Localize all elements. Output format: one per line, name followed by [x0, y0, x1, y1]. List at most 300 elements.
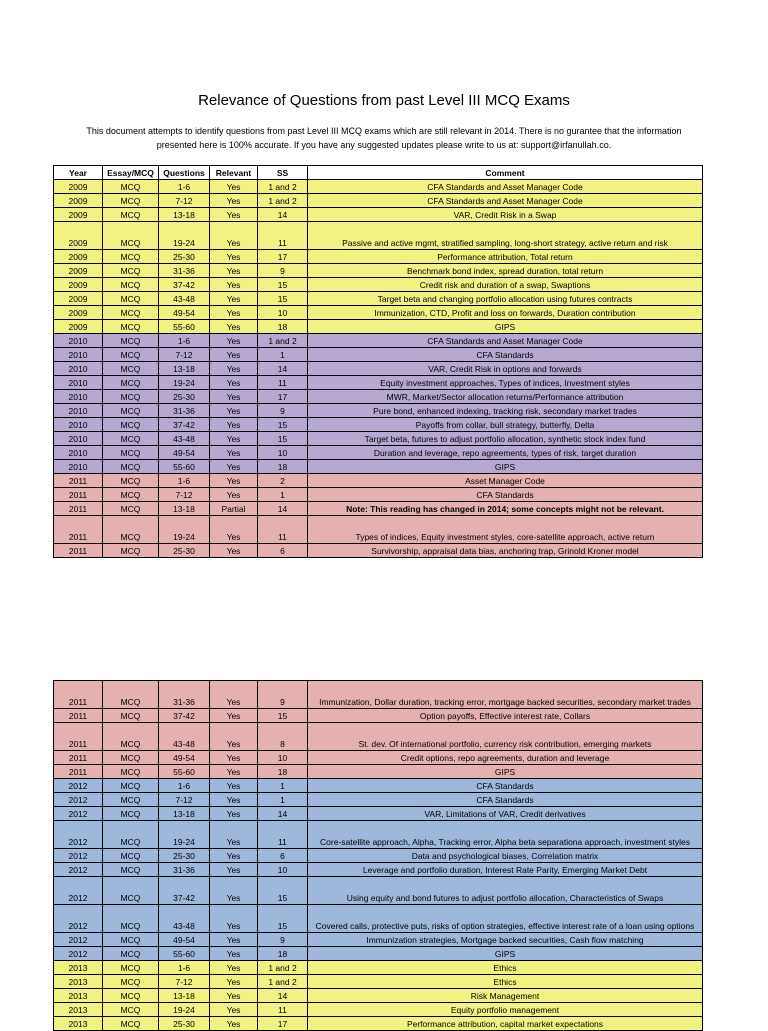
cell-relevant: Yes: [210, 975, 258, 989]
cell-questions: 25-30: [159, 390, 210, 404]
cell-questions: 19-24: [159, 821, 210, 849]
cell-ss: 15: [258, 278, 308, 292]
cell-type: MCQ: [103, 264, 159, 278]
header-ss: SS: [258, 166, 308, 180]
cell-comment: Benchmark bond index, spread duration, total return: [308, 264, 703, 278]
cell-type: MCQ: [103, 474, 159, 488]
table-row: [54, 348, 703, 362]
cell-type: MCQ: [103, 1017, 159, 1031]
cell-relevant: Yes: [210, 765, 258, 779]
cell-year: 2009: [54, 320, 103, 334]
cell-relevant: Yes: [210, 793, 258, 807]
header-essay-mcq: Essay/MCQ: [103, 166, 159, 180]
cell-ss: 1 and 2: [258, 975, 308, 989]
cell-type: MCQ: [103, 947, 159, 961]
cell-type: MCQ: [103, 849, 159, 863]
cell-comment: Types of indices, Equity investment styles, core-satellite approach, active return: [308, 516, 703, 544]
table-row: [54, 516, 703, 544]
table-row: [54, 376, 703, 390]
cell-year: 2010: [54, 334, 103, 348]
cell-year: 2010: [54, 390, 103, 404]
cell-ss: 15: [258, 877, 308, 905]
cell-ss: 18: [258, 460, 308, 474]
cell-type: MCQ: [103, 723, 159, 751]
table-row: [54, 849, 703, 863]
cell-type: MCQ: [103, 516, 159, 544]
cell-ss: 18: [258, 947, 308, 961]
cell-ss: 9: [258, 681, 308, 709]
cell-comment: Credit options, repo agreements, duration and leverage: [308, 751, 703, 765]
cell-relevant: Yes: [210, 751, 258, 765]
cell-questions: 43-48: [159, 723, 210, 751]
cell-relevant: Yes: [210, 194, 258, 208]
cell-questions: 13-18: [159, 208, 210, 222]
cell-relevant: Yes: [210, 905, 258, 933]
header-year: Year: [54, 166, 103, 180]
table-row: [54, 544, 703, 558]
cell-comment: St. dev. Of international portfolio, currency risk contribution, emerging markets: [308, 723, 703, 751]
cell-ss: 17: [258, 390, 308, 404]
table-row: [54, 460, 703, 474]
cell-questions: 7-12: [159, 488, 210, 502]
cell-comment: CFA Standards: [308, 488, 703, 502]
cell-comment: Target beta, futures to adjust portfolio allocation, synthetic stock index fund: [308, 432, 703, 446]
cell-year: 2010: [54, 418, 103, 432]
table-row: [54, 989, 703, 1003]
cell-year: 2012: [54, 933, 103, 947]
cell-questions: 13-18: [159, 502, 210, 516]
cell-year: 2010: [54, 432, 103, 446]
cell-ss: 11: [258, 1003, 308, 1017]
cell-ss: 9: [258, 264, 308, 278]
cell-relevant: Yes: [210, 989, 258, 1003]
table-row: [54, 418, 703, 432]
cell-relevant: Yes: [210, 222, 258, 250]
cell-relevant: Yes: [210, 334, 258, 348]
cell-comment: Equity investment approaches, Types of indices, Investment styles: [308, 376, 703, 390]
cell-ss: 1: [258, 779, 308, 793]
table-row: [54, 208, 703, 222]
cell-comment: Covered calls, protective puts, risks of option strategies, effective interest rate of a loan using options: [308, 905, 703, 933]
table-row: [54, 250, 703, 264]
cell-year: 2011: [54, 709, 103, 723]
cell-ss: 11: [258, 821, 308, 849]
cell-year: 2013: [54, 1017, 103, 1031]
cell-comment: Immunization strategies, Mortgage backed securities, Cash flow matching: [308, 933, 703, 947]
table-row: [54, 751, 703, 765]
table-row: [54, 681, 703, 709]
cell-comment: Using equity and bond futures to adjust portfolio allocation, Characteristics of Swaps: [308, 877, 703, 905]
cell-comment: VAR, Credit Risk in options and forwards: [308, 362, 703, 376]
cell-relevant: Yes: [210, 278, 258, 292]
cell-type: MCQ: [103, 292, 159, 306]
cell-type: MCQ: [103, 765, 159, 779]
cell-questions: 13-18: [159, 807, 210, 821]
cell-type: MCQ: [103, 250, 159, 264]
cell-relevant: Yes: [210, 516, 258, 544]
cell-comment: GIPS: [308, 765, 703, 779]
cell-comment: Performance attribution, Total return: [308, 250, 703, 264]
cell-comment: GIPS: [308, 320, 703, 334]
cell-comment: Credit risk and duration of a swap, Swaptions: [308, 278, 703, 292]
cell-year: 2011: [54, 723, 103, 751]
cell-relevant: Yes: [210, 306, 258, 320]
cell-comment: CFA Standards: [308, 348, 703, 362]
cell-ss: 15: [258, 709, 308, 723]
cell-type: MCQ: [103, 418, 159, 432]
cell-comment: Payoffs from collar, bull strategy, butterfly, Delta: [308, 418, 703, 432]
cell-year: 2012: [54, 905, 103, 933]
cell-type: MCQ: [103, 180, 159, 194]
cell-relevant: Yes: [210, 404, 258, 418]
cell-year: 2009: [54, 250, 103, 264]
cell-comment: CFA Standards and Asset Manager Code: [308, 194, 703, 208]
page-title: Relevance of Questions from past Level III MCQ Exams: [198, 92, 570, 109]
cell-ss: 11: [258, 516, 308, 544]
cell-ss: 18: [258, 320, 308, 334]
cell-relevant: Yes: [210, 877, 258, 905]
cell-questions: 7-12: [159, 975, 210, 989]
table-row: [54, 432, 703, 446]
cell-ss: 14: [258, 208, 308, 222]
cell-questions: 13-18: [159, 362, 210, 376]
cell-relevant: Yes: [210, 863, 258, 877]
cell-ss: 1: [258, 348, 308, 362]
table-row: [54, 765, 703, 779]
header-relevant: Relevant: [210, 166, 258, 180]
cell-year: 2013: [54, 989, 103, 1003]
table-row: [54, 807, 703, 821]
table-row: [54, 404, 703, 418]
cell-questions: 37-42: [159, 278, 210, 292]
cell-questions: 7-12: [159, 194, 210, 208]
cell-questions: 25-30: [159, 849, 210, 863]
cell-type: MCQ: [103, 320, 159, 334]
cell-comment: Passive and active mgmt, stratified sampling, long-short strategy, active return and risk: [308, 222, 703, 250]
cell-comment: Data and psychological biases, Correlation matrix: [308, 849, 703, 863]
cell-relevant: Yes: [210, 264, 258, 278]
cell-type: MCQ: [103, 544, 159, 558]
cell-questions: 43-48: [159, 905, 210, 933]
cell-year: 2009: [54, 222, 103, 250]
cell-year: 2009: [54, 264, 103, 278]
cell-questions: 1-6: [159, 334, 210, 348]
cell-questions: 31-36: [159, 404, 210, 418]
cell-year: 2011: [54, 488, 103, 502]
cell-relevant: Partial: [210, 502, 258, 516]
cell-year: 2009: [54, 194, 103, 208]
cell-type: MCQ: [103, 334, 159, 348]
table-row: [54, 222, 703, 250]
cell-questions: 19-24: [159, 516, 210, 544]
cell-year: 2010: [54, 348, 103, 362]
cell-comment: Duration and leverage, repo agreements, types of risk, target duration: [308, 446, 703, 460]
table-row: [54, 278, 703, 292]
cell-year: 2011: [54, 681, 103, 709]
header-row: [54, 166, 703, 180]
cell-type: MCQ: [103, 208, 159, 222]
cell-year: 2012: [54, 877, 103, 905]
cell-relevant: Yes: [210, 681, 258, 709]
cell-year: 2012: [54, 947, 103, 961]
cell-comment: Immunization, Dollar duration, tracking error, mortgage backed securities, secondary market trades: [308, 681, 703, 709]
cell-type: MCQ: [103, 989, 159, 1003]
cell-ss: 1 and 2: [258, 334, 308, 348]
cell-questions: 43-48: [159, 432, 210, 446]
cell-type: MCQ: [103, 877, 159, 905]
cell-ss: 10: [258, 863, 308, 877]
cell-comment: Note: This reading has changed in 2014; some concepts might not be relevant.: [308, 502, 703, 516]
cell-year: 2010: [54, 404, 103, 418]
cell-year: 2009: [54, 180, 103, 194]
cell-questions: 49-54: [159, 306, 210, 320]
cell-year: 2011: [54, 751, 103, 765]
table-row: [54, 502, 703, 516]
cell-questions: 31-36: [159, 681, 210, 709]
table-row: [54, 863, 703, 877]
table-row: [54, 362, 703, 376]
cell-year: 2011: [54, 502, 103, 516]
cell-relevant: Yes: [210, 320, 258, 334]
cell-year: 2011: [54, 765, 103, 779]
cell-ss: 11: [258, 222, 308, 250]
table-row: [54, 793, 703, 807]
cell-type: MCQ: [103, 779, 159, 793]
table-row: [54, 488, 703, 502]
cell-relevant: Yes: [210, 250, 258, 264]
table-row: [54, 933, 703, 947]
cell-year: 2012: [54, 821, 103, 849]
cell-questions: 1-6: [159, 779, 210, 793]
cell-questions: 31-36: [159, 863, 210, 877]
cell-questions: 25-30: [159, 250, 210, 264]
header-comment: Comment: [308, 166, 703, 180]
cell-ss: 10: [258, 306, 308, 320]
cell-comment: Leverage and portfolio duration, Interest Rate Parity, Emerging Market Debt: [308, 863, 703, 877]
cell-comment: Immunization, CTD, Profit and loss on forwards, Duration contribution: [308, 306, 703, 320]
cell-type: MCQ: [103, 933, 159, 947]
cell-questions: 49-54: [159, 751, 210, 765]
cell-comment: GIPS: [308, 947, 703, 961]
cell-type: MCQ: [103, 709, 159, 723]
table-row: [54, 264, 703, 278]
table-row: [54, 334, 703, 348]
cell-questions: 49-54: [159, 446, 210, 460]
cell-type: MCQ: [103, 821, 159, 849]
cell-ss: 9: [258, 933, 308, 947]
cell-questions: 49-54: [159, 933, 210, 947]
cell-relevant: Yes: [210, 933, 258, 947]
cell-relevant: Yes: [210, 961, 258, 975]
cell-type: MCQ: [103, 502, 159, 516]
table-row: [54, 961, 703, 975]
table-row: [54, 905, 703, 933]
cell-relevant: Yes: [210, 418, 258, 432]
cell-type: MCQ: [103, 362, 159, 376]
cell-type: MCQ: [103, 807, 159, 821]
cell-questions: 37-42: [159, 418, 210, 432]
cell-year: 2013: [54, 961, 103, 975]
cell-relevant: Yes: [210, 1003, 258, 1017]
cell-relevant: Yes: [210, 807, 258, 821]
cell-type: MCQ: [103, 222, 159, 250]
cell-questions: 7-12: [159, 793, 210, 807]
cell-relevant: Yes: [210, 432, 258, 446]
cell-type: MCQ: [103, 390, 159, 404]
cell-questions: 1-6: [159, 474, 210, 488]
cell-year: 2012: [54, 863, 103, 877]
table-row: [54, 877, 703, 905]
cell-ss: 17: [258, 1017, 308, 1031]
cell-ss: 8: [258, 723, 308, 751]
table-row: [54, 390, 703, 404]
cell-relevant: Yes: [210, 390, 258, 404]
table-row: [54, 821, 703, 849]
cell-questions: 37-42: [159, 709, 210, 723]
cell-relevant: Yes: [210, 947, 258, 961]
cell-type: MCQ: [103, 975, 159, 989]
cell-comment: CFA Standards and Asset Manager Code: [308, 334, 703, 348]
cell-comment: VAR, Credit Risk in a Swap: [308, 208, 703, 222]
cell-relevant: Yes: [210, 348, 258, 362]
cell-comment: Pure bond, enhanced indexing, tracking risk, secondary market trades: [308, 404, 703, 418]
table-row: [54, 194, 703, 208]
cell-comment: Risk Management: [308, 989, 703, 1003]
cell-relevant: Yes: [210, 446, 258, 460]
cell-ss: 10: [258, 446, 308, 460]
cell-comment: Core-satellite approach, Alpha, Tracking error, Alpha beta separationa approach, investment styles: [308, 821, 703, 849]
table-row: [54, 947, 703, 961]
cell-year: 2012: [54, 793, 103, 807]
cell-relevant: Yes: [210, 292, 258, 306]
cell-relevant: Yes: [210, 1017, 258, 1031]
table-row: [54, 292, 703, 306]
cell-year: 2009: [54, 278, 103, 292]
cell-questions: 55-60: [159, 947, 210, 961]
table-row: [54, 474, 703, 488]
cell-relevant: Yes: [210, 488, 258, 502]
cell-year: 2011: [54, 474, 103, 488]
cell-relevant: Yes: [210, 376, 258, 390]
cell-type: MCQ: [103, 793, 159, 807]
cell-relevant: Yes: [210, 821, 258, 849]
cell-comment: Ethics: [308, 961, 703, 975]
cell-ss: 14: [258, 502, 308, 516]
cell-year: 2013: [54, 975, 103, 989]
cell-questions: 37-42: [159, 877, 210, 905]
cell-relevant: Yes: [210, 544, 258, 558]
cell-questions: 13-18: [159, 989, 210, 1003]
cell-type: MCQ: [103, 278, 159, 292]
cell-ss: 2: [258, 474, 308, 488]
cell-relevant: Yes: [210, 779, 258, 793]
cell-questions: 19-24: [159, 1003, 210, 1017]
cell-questions: 1-6: [159, 180, 210, 194]
cell-ss: 14: [258, 807, 308, 821]
cell-type: MCQ: [103, 681, 159, 709]
table-row: [54, 723, 703, 751]
cell-relevant: Yes: [210, 460, 258, 474]
cell-type: MCQ: [103, 432, 159, 446]
cell-type: MCQ: [103, 905, 159, 933]
cell-comment: Option payoffs, Effective interest rate, Collars: [308, 709, 703, 723]
cell-relevant: Yes: [210, 849, 258, 863]
cell-ss: 14: [258, 362, 308, 376]
cell-questions: 19-24: [159, 222, 210, 250]
cell-questions: 55-60: [159, 460, 210, 474]
cell-type: MCQ: [103, 446, 159, 460]
cell-type: MCQ: [103, 488, 159, 502]
cell-type: MCQ: [103, 194, 159, 208]
cell-ss: 17: [258, 250, 308, 264]
cell-comment: Target beta and changing portfolio allocation using futures contracts: [308, 292, 703, 306]
cell-comment: Performance attribution, capital market expectations: [308, 1017, 703, 1031]
header-questions: Questions: [159, 166, 210, 180]
cell-year: 2009: [54, 306, 103, 320]
cell-questions: 7-12: [159, 348, 210, 362]
cell-ss: 6: [258, 544, 308, 558]
cell-year: 2012: [54, 779, 103, 793]
questions-table-bottom: [53, 680, 703, 1031]
cell-year: 2010: [54, 460, 103, 474]
cell-questions: 55-60: [159, 320, 210, 334]
cell-year: 2009: [54, 208, 103, 222]
cell-questions: 43-48: [159, 292, 210, 306]
cell-ss: 6: [258, 849, 308, 863]
cell-relevant: Yes: [210, 180, 258, 194]
table-row: [54, 180, 703, 194]
cell-comment: Equity portfolio management: [308, 1003, 703, 1017]
cell-ss: 1 and 2: [258, 180, 308, 194]
cell-questions: 55-60: [159, 765, 210, 779]
table-row: [54, 709, 703, 723]
cell-questions: 25-30: [159, 544, 210, 558]
cell-type: MCQ: [103, 751, 159, 765]
cell-type: MCQ: [103, 348, 159, 362]
cell-relevant: Yes: [210, 723, 258, 751]
cell-type: MCQ: [103, 306, 159, 320]
intro-paragraph: This document attempts to identify questions from past Level III MCQ exams which are still relevant in 2014. There is no gurantee that the information presented here is 100% accurate. If you have any suggested updates please write to us at: support@irfanullah.co.: [86, 126, 682, 150]
table-row: [54, 306, 703, 320]
cell-year: 2010: [54, 362, 103, 376]
cell-questions: 25-30: [159, 1017, 210, 1031]
cell-ss: 9: [258, 404, 308, 418]
cell-relevant: Yes: [210, 709, 258, 723]
cell-relevant: Yes: [210, 208, 258, 222]
cell-year: 2011: [54, 544, 103, 558]
cell-comment: Survivorship, appraisal data bias, anchoring trap, Grinold Kroner model: [308, 544, 703, 558]
cell-ss: 15: [258, 418, 308, 432]
cell-comment: GIPS: [308, 460, 703, 474]
cell-ss: 18: [258, 765, 308, 779]
cell-ss: 15: [258, 432, 308, 446]
cell-ss: 15: [258, 905, 308, 933]
cell-questions: 1-6: [159, 961, 210, 975]
table-row: [54, 779, 703, 793]
cell-year: 2013: [54, 1003, 103, 1017]
cell-year: 2011: [54, 516, 103, 544]
table-row: [54, 320, 703, 334]
cell-comment: CFA Standards: [308, 793, 703, 807]
table-row: [54, 1003, 703, 1017]
cell-ss: 10: [258, 751, 308, 765]
cell-ss: 1: [258, 488, 308, 502]
cell-questions: 31-36: [159, 264, 210, 278]
cell-relevant: Yes: [210, 362, 258, 376]
cell-year: 2012: [54, 807, 103, 821]
cell-type: MCQ: [103, 961, 159, 975]
cell-type: MCQ: [103, 376, 159, 390]
